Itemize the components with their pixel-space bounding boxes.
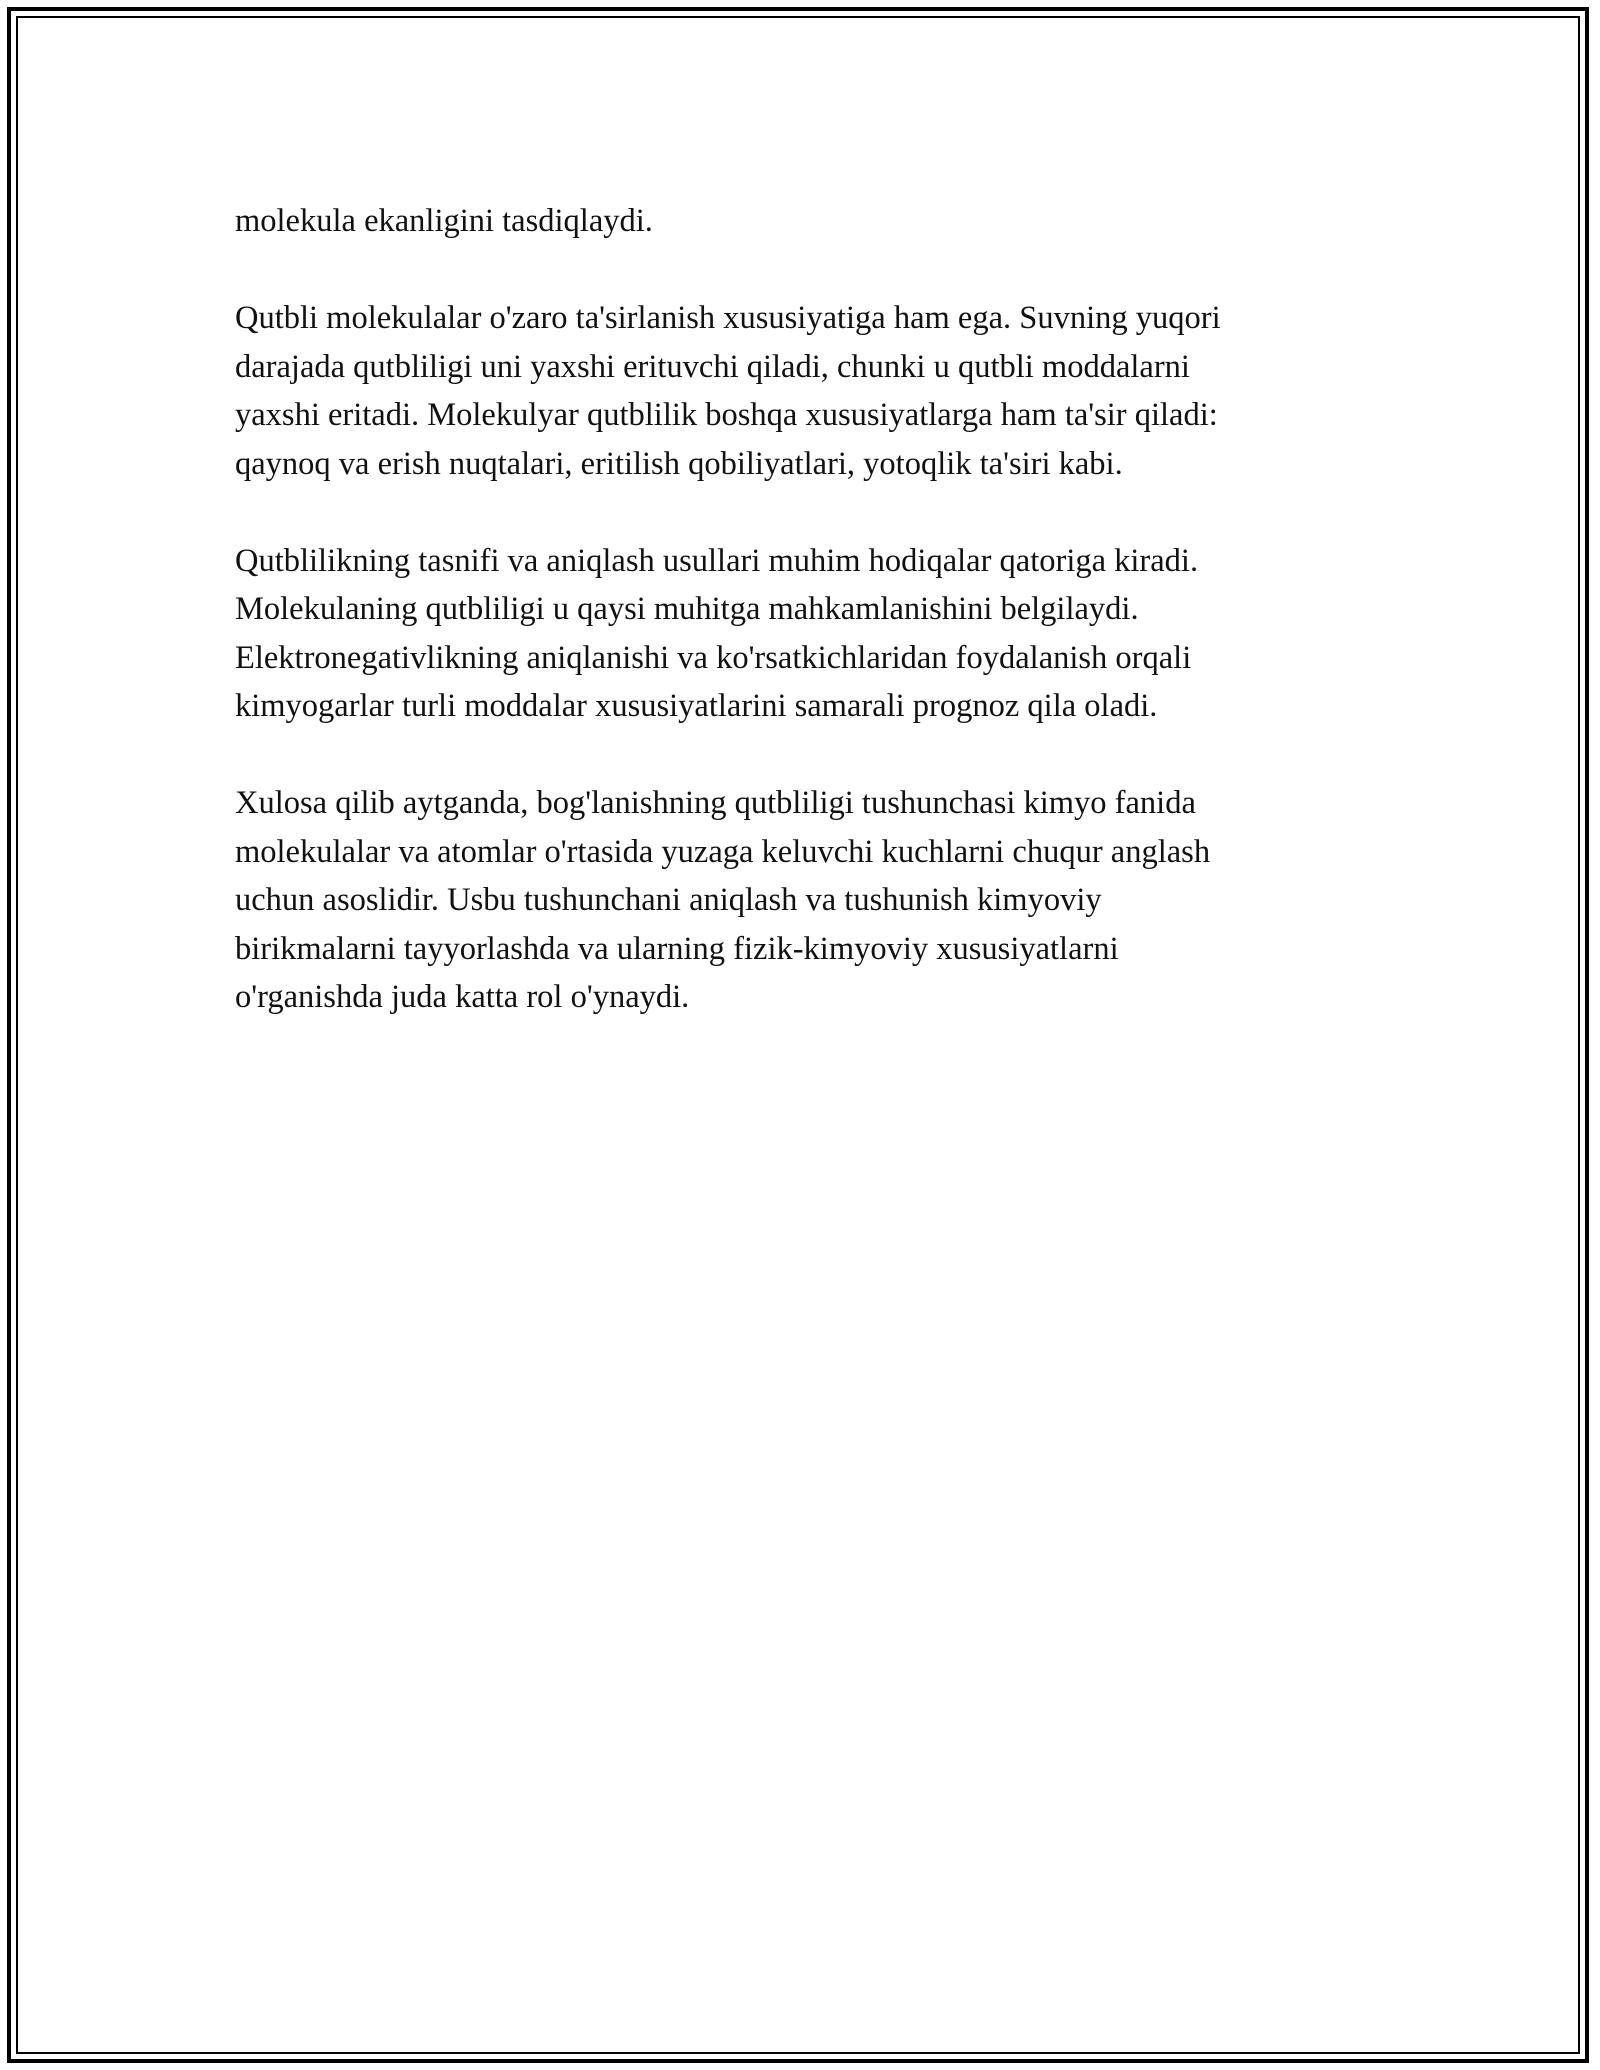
text-line: o'rganishda juda katta rol o'ynaydi. xyxy=(235,979,690,1015)
text-line: qaynoq va erish nuqtalari, eritilish qobiliyatlari, yotoqlik ta'siri kabi. xyxy=(235,445,1123,482)
text-line: molekula ekanligini tasdiqlaydi. xyxy=(235,203,653,239)
page-border xyxy=(7,7,1589,2063)
paragraph xyxy=(235,537,1385,731)
text-line: Qutbli molekulalar o'zaro ta'sirlanish xususiyatiga ham ega. Suvning yuqori xyxy=(235,300,1221,336)
paragraph xyxy=(235,779,1385,1022)
text-line: yaxshi eritadi. Molekulyar qutblilik boshqa xususiyatlarga ham ta'sir qiladi: xyxy=(235,397,1218,433)
text-line: kimyogarlar turli moddalar xususiyatlarini samarali prognoz qila oladi. xyxy=(235,688,1158,724)
paragraph xyxy=(235,197,1385,246)
text-line: uchun asoslidir. Usbu tushunchani aniqlash va tushunish kimyoviy xyxy=(235,882,1102,918)
text-line: Elektronegativlikning aniqlanishi va ko'rsatkichlaridan foydalanish orqali xyxy=(235,639,1192,676)
document-body xyxy=(235,197,1385,1070)
text-line: Xulosa qilib aytganda, bog'lanishning qutbliligi tushunchasi kimyo fanida xyxy=(235,785,1196,821)
paragraph xyxy=(235,294,1385,488)
text-line: molekulalar va atomlar o'rtasida yuzaga keluvchi kuchlarni chuqur anglash xyxy=(235,833,1211,870)
text-line: darajada qutbliligi uni yaxshi erituvchi qiladi, chunki u qutbli moddalarni xyxy=(235,348,1190,385)
text-line: Molekulaning qutbliligi u qaysi muhitga mahkamlanishini belgilaydi. xyxy=(235,591,1139,627)
text-line: Qutblilikning tasnifi va aniqlash usullari muhim hodiqalar qatoriga kiradi. xyxy=(235,542,1199,579)
text-line: birikmalarni tayyorlashda va ularning fizik-kimyoviy xususiyatlarni xyxy=(235,930,1119,967)
